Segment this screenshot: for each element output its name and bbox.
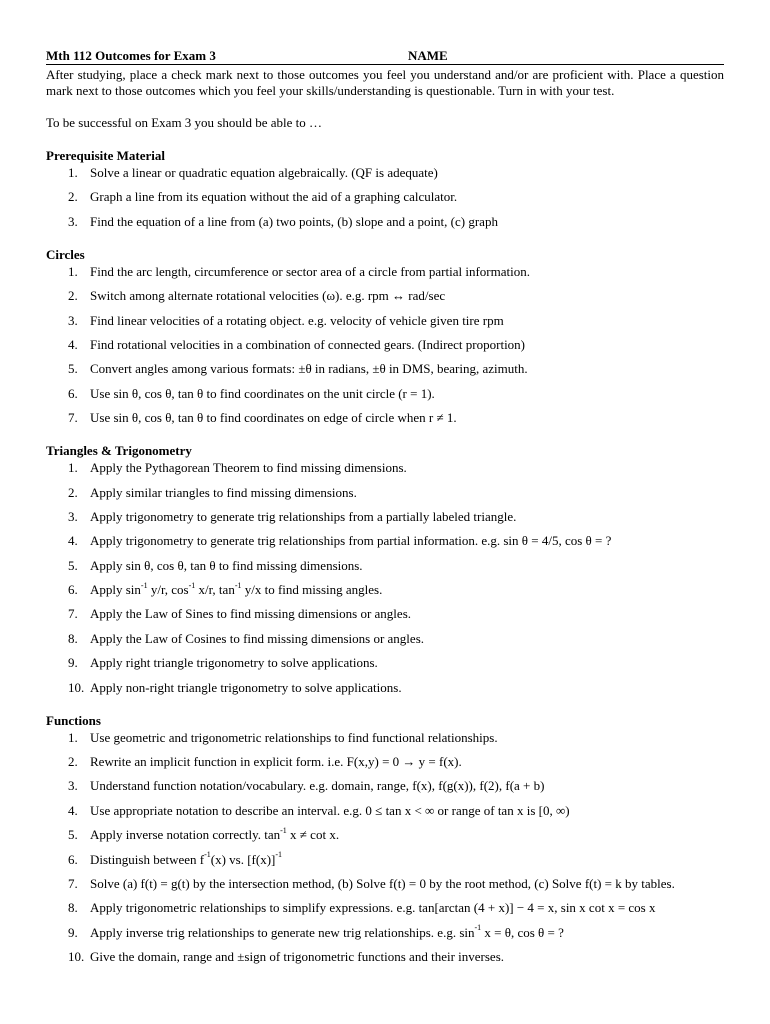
document-title: Mth 112 Outcomes for Exam 3 (46, 48, 216, 63)
outcome-text: Solve (a) f(t) = g(t) by the intersection method, (b) Solve f(t) = 0 by the root method, (c) Solve f(t) = k by tables. (90, 875, 675, 891)
outcome-number: 5. (68, 361, 78, 377)
outcome-text: Switch among alternate rotational velocities (ω). e.g. rpm ↔ rad/sec (90, 288, 446, 304)
outcome-item (46, 189, 724, 205)
section-title: Circles (46, 246, 85, 262)
outcome-item (46, 925, 724, 941)
outcome-item (46, 165, 724, 181)
section-prerequisite-material (46, 148, 724, 230)
outcome-item (46, 288, 724, 304)
outcome-number: 6. (68, 385, 78, 401)
outcome-list (46, 460, 724, 696)
outcome-text: Find the arc length, circumference or sector area of a circle from partial information. (90, 263, 530, 279)
outcome-text: Apply the Law of Sines to find missing dimensions or angles. (90, 606, 412, 622)
outcome-item (46, 680, 724, 696)
outcome-text: Apply similar triangles to find missing dimensions. (90, 484, 357, 500)
outcome-item (46, 803, 724, 819)
outcome-number: 5. (68, 557, 78, 573)
outcome-number: 1. (68, 263, 78, 279)
outcome-text: Apply trigonometry to generate trig relationships from partial information. e.g. sin θ = 4/5, cos θ = ? (90, 533, 612, 549)
outcome-item (46, 337, 724, 353)
outcome-number: 8. (68, 630, 78, 646)
outcome-item (46, 509, 724, 525)
outcome-number: 10. (68, 679, 85, 695)
outcome-number: 1. (68, 729, 78, 745)
outcome-number: 7. (68, 875, 78, 891)
outcome-text: Use sin θ, cos θ, tan θ to find coordinates on edge of circle when r ≠ 1. (90, 410, 457, 426)
outcome-item (46, 533, 724, 549)
outcome-sections (46, 148, 724, 965)
outcome-text: Find the equation of a line from (a) two points, (b) slope and a point, (c) graph (90, 213, 498, 229)
outcome-text: Apply sin θ, cos θ, tan θ to find missing dimensions. (90, 557, 363, 573)
outcome-number: 7. (68, 606, 78, 622)
outcome-number: 2. (68, 484, 78, 500)
outcome-text: Use sin θ, cos θ, tan θ to find coordinates on the unit circle (r = 1). (90, 385, 435, 401)
outcome-text: Rewrite an implicit function in explicit form. i.e. F(x,y) = 0 → y = f(x). (90, 754, 462, 770)
outcome-number: 9. (68, 924, 78, 940)
outcome-number: 1. (68, 165, 78, 180)
outcome-number: 3. (68, 312, 78, 328)
section-circles (46, 247, 724, 426)
outcome-number: 4. (68, 802, 78, 818)
outcome-text: Apply trigonometry to generate trig relationships from a partially labeled triangle. (90, 508, 517, 524)
section-title: Functions (46, 712, 101, 728)
outcome-text: Apply inverse notation correctly. $\tan^{-1} x \ne \cot x$. (90, 825, 340, 843)
outcome-text: Find rotational velocities in a combination of connected gears. (Indirect proportion) (90, 336, 526, 352)
outcome-text: Understand function notation/vocabulary. e.g. domain, range, f(x), f(g(x)), f(2), f(a + b) (90, 778, 545, 794)
outcome-item (46, 754, 724, 770)
outcome-list (46, 165, 724, 230)
outcome-list (46, 730, 724, 966)
outcome-text: Use appropriate notation to describe an interval. e.g. 0 ≤ tan x < ∞ or range of tan x is [0, ∞) (90, 802, 570, 818)
outcome-list (46, 264, 724, 426)
instructions: After studying, place a check mark next to those outcomes you feel you understand and/or are proficient with. Place a question mark next to those outcomes which you feel your skills/understanding is questionable. Turn in with your test. (46, 67, 724, 98)
outcome-item (46, 386, 724, 402)
outcome-text: Solve a linear or quadratic equation algebraically. (QF is adequate) (90, 165, 438, 180)
outcome-number: 6. (68, 851, 78, 867)
outcome-text: Apply trigonometric relationships to simplify expressions. e.g. tan[arctan (4 + x)] − 4 = x, sin x cot x = cos x (90, 900, 656, 916)
outcome-number: 3. (68, 778, 78, 794)
outcome-item (46, 949, 724, 965)
section-title: Triangles & Trigonometry (46, 443, 192, 459)
outcome-number: 2. (68, 288, 78, 304)
outcome-number: 10. (68, 949, 85, 965)
section-functions (46, 713, 724, 966)
outcome-item (46, 264, 724, 280)
outcome-text: Apply $\sin^{-1} y/r$, $\cos^{-1} x/r$, $\tan^{-1} y/x$ to find missing angles. (90, 580, 383, 598)
outcome-item (46, 876, 724, 892)
outcome-number: 1. (68, 460, 78, 476)
lead-sentence: To be successful on Exam 3 you should be able to … (46, 115, 323, 130)
outcome-number: 6. (68, 582, 78, 598)
outcome-text: Apply inverse trig relationships to generate new trig relationships. e.g. $\sin^{-1} x = \theta$, cos θ = ? (90, 923, 564, 940)
outcome-number: 3. (68, 213, 78, 229)
outcome-number: 2. (68, 754, 78, 770)
outcome-text: Graph a line from its equation without the aid of a graphing calculator. (90, 189, 458, 205)
outcome-text: Find linear velocities of a rotating object. e.g. velocity of vehicle given tire rpm (90, 312, 504, 328)
outcome-item (46, 778, 724, 794)
outcome-number: 7. (68, 410, 78, 426)
outcome-text: Apply right triangle trigonometry to solve applications. (90, 655, 378, 671)
outcome-text: Apply the Law of Cosines to find missing dimensions or angles. (90, 630, 425, 646)
outcome-text: Distinguish between $f^{-1}(x)$ vs. $[f(x)]^{-1}$ (90, 850, 283, 867)
outcome-item (46, 631, 724, 647)
outcome-item (46, 900, 724, 916)
outcome-text: Convert angles among various formats: ±θ in radians, ±θ in DMS, bearing, azimuth. (90, 361, 528, 377)
outcome-number: 5. (68, 827, 78, 843)
outcome-text: Apply the Pythagorean Theorem to find missing dimensions. (90, 460, 407, 476)
section-triangles-trigonometry (46, 443, 724, 696)
outcome-item (46, 485, 724, 501)
outcome-number: 2. (68, 189, 78, 205)
outcome-number: 3. (68, 508, 78, 524)
section-title: Prerequisite Material (46, 148, 166, 163)
outcome-text: Apply non-right triangle trigonometry to solve applications. (90, 679, 402, 695)
outcome-item (46, 852, 724, 868)
outcome-item (46, 655, 724, 671)
outcome-item (46, 827, 724, 843)
outcome-item (46, 606, 724, 622)
outcome-item (46, 558, 724, 574)
name-label: NAME (408, 48, 448, 63)
outcome-text: Give the domain, range and ±sign of trigonometric functions and their inverses. (90, 949, 505, 965)
outcome-item (46, 582, 724, 598)
outcome-item (46, 410, 724, 426)
outcome-number: 4. (68, 336, 78, 352)
outcome-number: 4. (68, 533, 78, 549)
outcome-text: Use geometric and trigonometric relationships to find functional relationships. (90, 729, 498, 745)
outcome-item (46, 361, 724, 377)
outcome-item (46, 313, 724, 329)
outcome-item (46, 730, 724, 746)
outcome-item (46, 214, 724, 230)
outcome-number: 8. (68, 900, 78, 916)
outcome-item (46, 460, 724, 476)
header (46, 47, 724, 65)
outcome-number: 9. (68, 655, 78, 671)
